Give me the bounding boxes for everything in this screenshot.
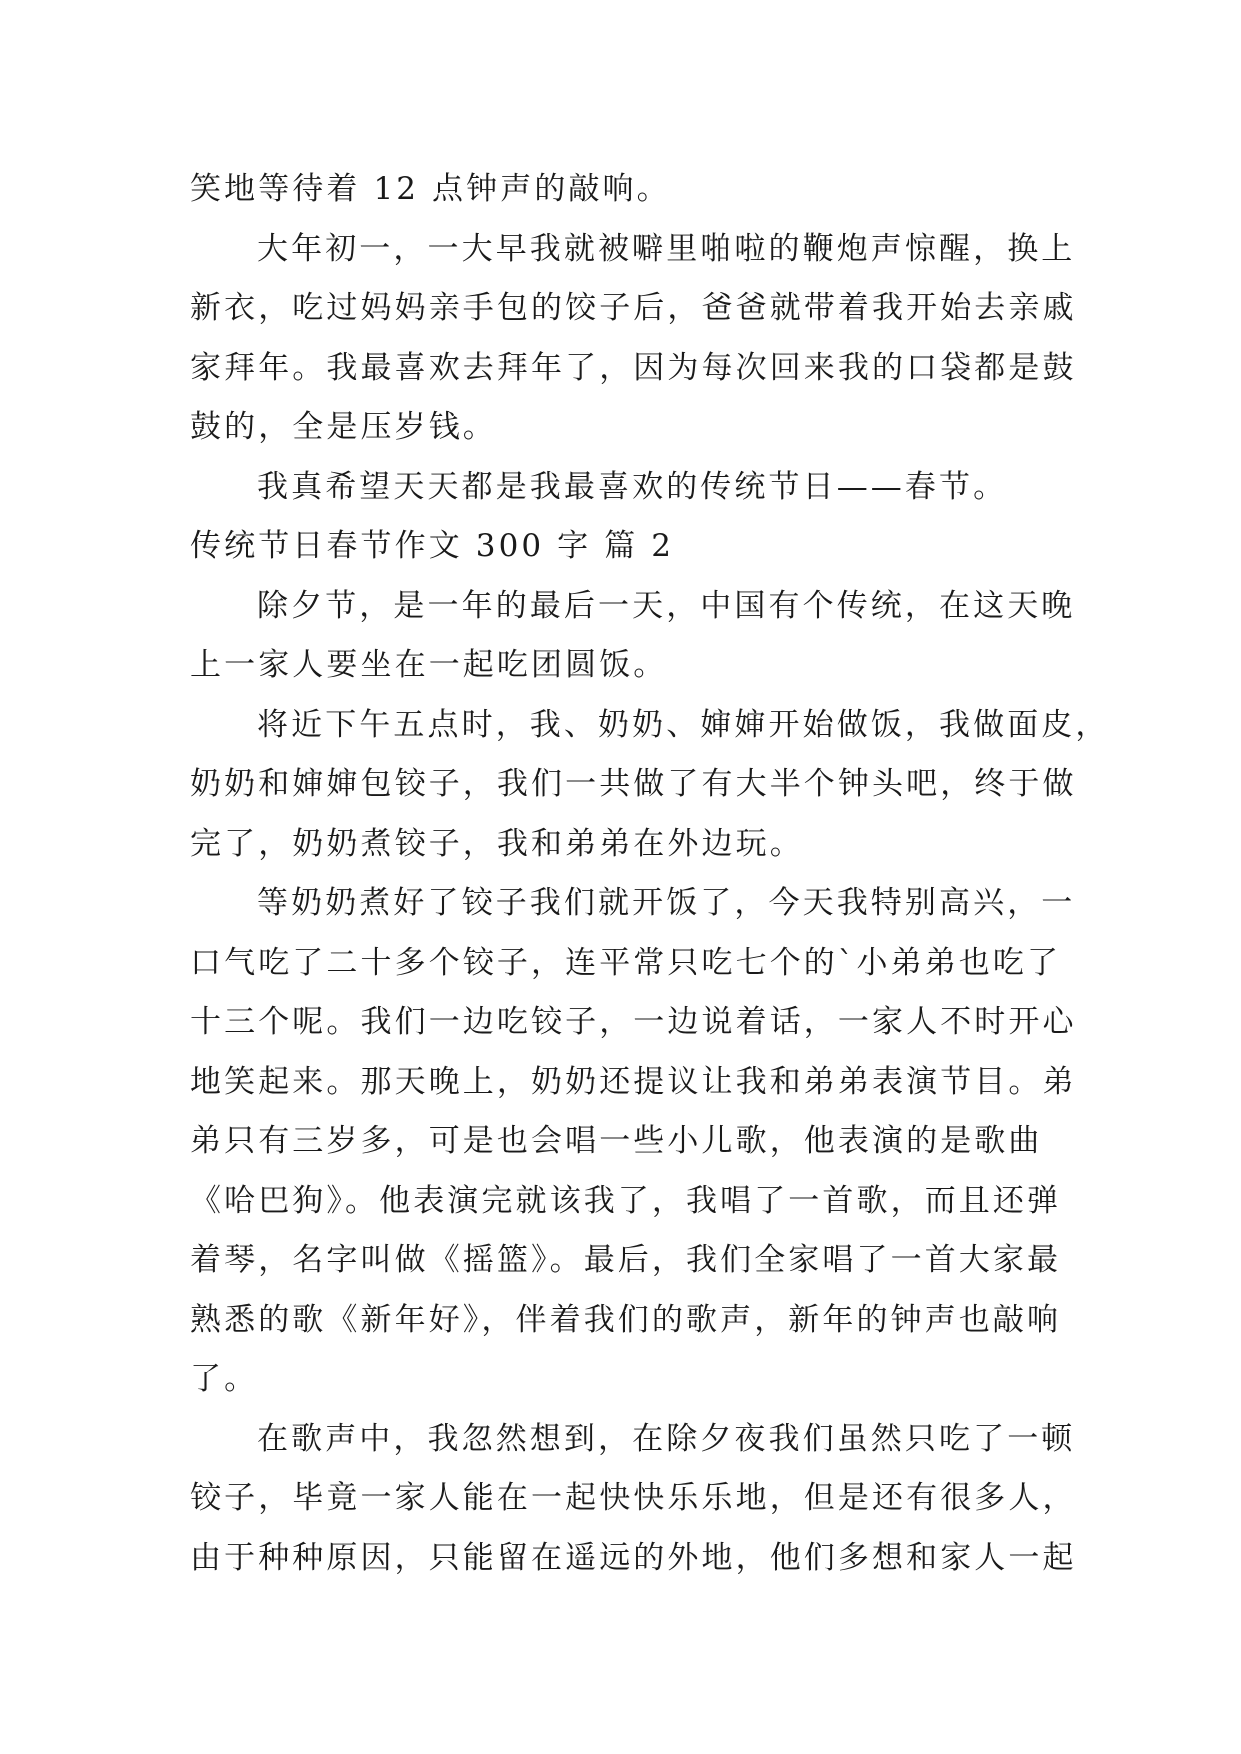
text-line: 我真希望天天都是我最喜欢的传统节日——春节。: [257, 468, 1008, 505]
text-line: 上一家人要坐在一起吃团圆饭。: [190, 647, 668, 683]
text-line: 弟只有三岁多，可是也会唱一些小儿歌，他表演的是歌曲: [190, 1123, 1043, 1159]
text-line: 大年初一，一大早我就被噼里啪啦的鞭炮声惊醒，换上: [257, 230, 1076, 267]
text-line: 鼓的，全是压岁钱。: [190, 409, 497, 445]
text-line: 十三个呢。我们一边吃铰子，一边说着话，一家人不时开心: [190, 1004, 1077, 1040]
text-line: 口气吃了二十多个铰子，连平常只吃七个的`小弟弟也吃了: [190, 944, 1062, 981]
text-line: 《哈巴狗》。他表演完就该我了，我唱了一首歌，而且还弹: [190, 1182, 1062, 1219]
text-line: 笑地等待着 12 点钟声的敲响。: [190, 171, 671, 207]
article-body: [190, 160, 1110, 1588]
text-line: 传统节日春节作文 300 字 篇 2: [190, 528, 675, 564]
text-line: 由于种种原因，只能留在遥远的外地，他们多想和家人一起: [190, 1539, 1077, 1576]
text-line: 着琴，名字叫做《摇篮》。最后，我们全家唱了一首大家最: [190, 1242, 1062, 1278]
text-line: 家拜年。我最喜欢去拜年了，因为每次回来我的口袋都是鼓: [190, 349, 1077, 386]
text-line: 完了，奶奶煮铰子，我和弟弟在外边玩。: [190, 825, 804, 862]
text-line: 将近下午五点时，我、奶奶、婶婶开始做饭，我做面皮，: [257, 706, 1110, 743]
text-line: 奶奶和婶婶包铰子，我们一共做了有大半个钟头吧，终于做: [190, 766, 1077, 802]
text-line: 熟悉的歌《新年好》，伴着我们的歌声，新年的钟声也敲响: [190, 1301, 1062, 1338]
text-line: 新衣，吃过妈妈亲手包的饺子后，爸爸就带着我开始去亲戚: [190, 290, 1077, 326]
text-line: 除夕节，是一年的最后一天，中国有个传统，在这天晚: [257, 587, 1076, 624]
text-line: 铰子，毕竟一家人能在一起快快乐乐地，但是还有很多人，: [190, 1480, 1077, 1516]
text-line: 了。: [190, 1361, 259, 1397]
text-line: 在歌声中，我忽然想到，在除夕夜我们虽然只吃了一顿: [257, 1420, 1076, 1457]
text-line: 等奶奶煮好了铰子我们就开饭了，今天我特别高兴，一: [257, 885, 1076, 921]
text-line: 地笑起来。那天晚上，奶奶还提议让我和弟弟表演节目。弟: [190, 1063, 1077, 1100]
